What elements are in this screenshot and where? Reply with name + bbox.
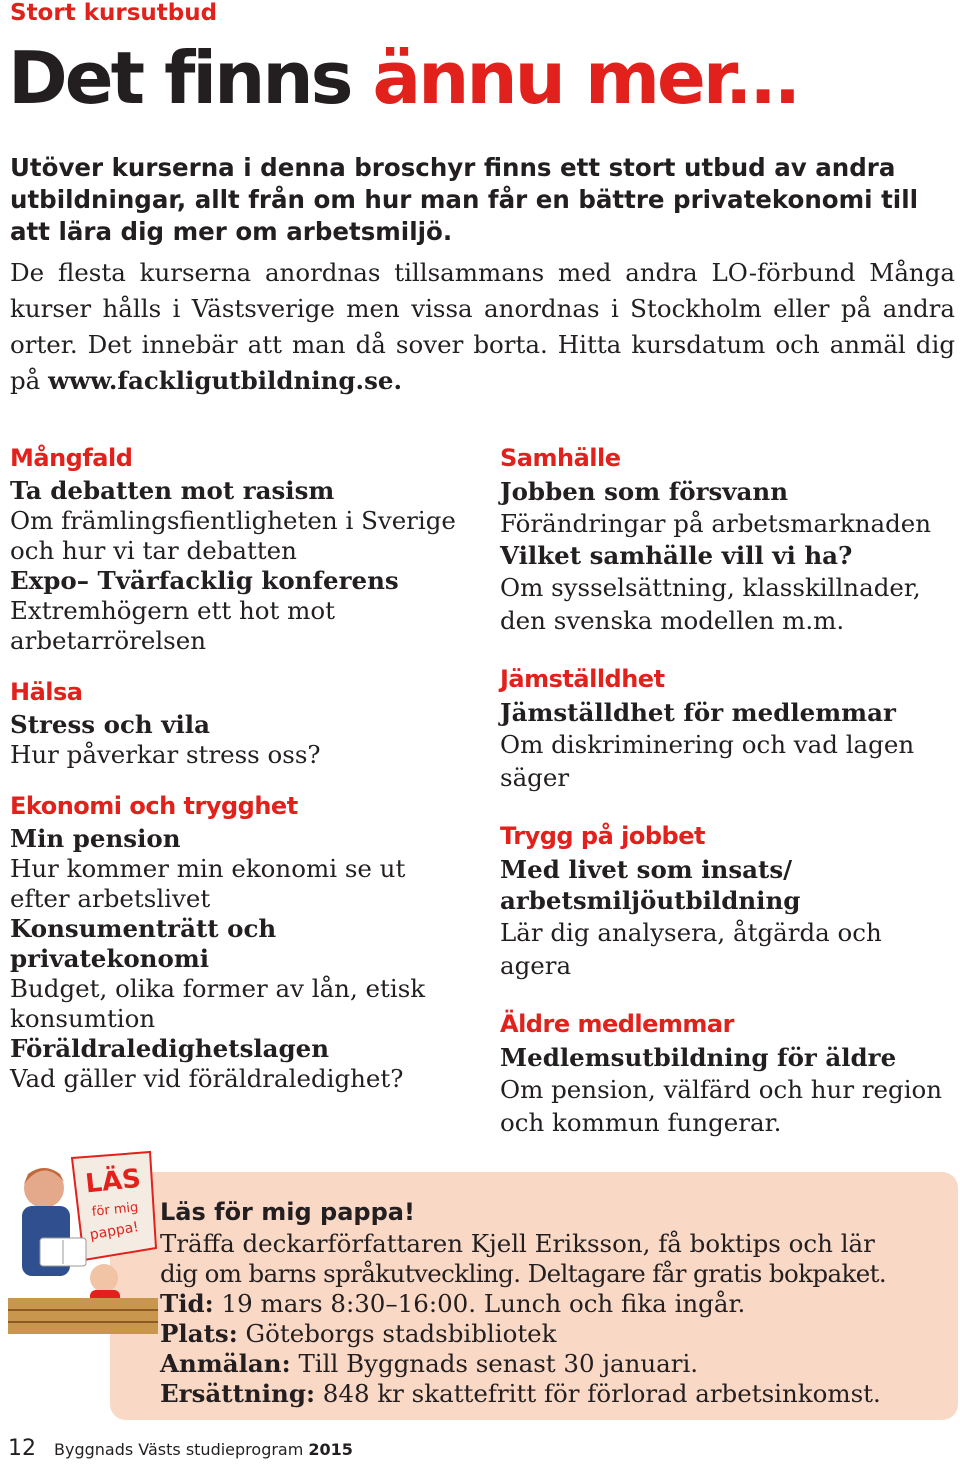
section-aldre-medlemmar: [500, 1006, 958, 1139]
section-heading: Jämställdhet: [500, 665, 665, 693]
course-title: Med livet som insats/ arbetsmiljöutbildning: [500, 855, 801, 915]
course-description: Förändringar på arbetsmarknaden: [500, 509, 932, 538]
course-title: Ta debatten mot rasism: [10, 476, 335, 505]
course-title: Föräldraledighetslagen: [10, 1034, 330, 1063]
section-samhalle: [500, 440, 958, 637]
section-mangfald: [10, 440, 468, 656]
event-compensation: [160, 1379, 950, 1409]
course-description: Hur kommer min ekonomi se ut efter arbetslivet: [10, 854, 406, 913]
registration-label: Anmälan:: [160, 1349, 291, 1378]
intro-paragraph: Utöver kurserna i denna broschyr finns ett stort utbud av andra utbildningar, allt från om hur man får en bättre privatekonomi till att lära dig mer om arbetsmiljö.: [10, 153, 918, 246]
section-trygg-pa-jobbet: [500, 818, 958, 982]
event-description-line-1: Träffa deckarförfattaren Kjell Eriksson, få boktips och lär: [160, 1229, 875, 1258]
time-value: 19 mars 8:30–16:00. Lunch och fika ingår.: [213, 1289, 746, 1318]
section-jamstalldhet: [500, 661, 958, 794]
event-title: Läs för mig pappa!: [160, 1198, 415, 1226]
section-heading: Trygg på jobbet: [500, 822, 705, 850]
event-place: [160, 1319, 950, 1349]
illustration-drawing: [0, 1148, 170, 1340]
page-number: 12: [8, 1436, 36, 1461]
section-kicker: Stort kursutbud: [10, 0, 218, 26]
course-title: Stress och vila: [10, 710, 210, 739]
registration-value: Till Byggnads senast 30 januari.: [290, 1349, 699, 1378]
sign-lettering: LÄS: [83, 1163, 143, 1200]
course-title: Jämställdhet för medlemmar: [500, 698, 896, 727]
left-course-column: [10, 440, 468, 1094]
page-headline: [8, 30, 798, 126]
course-title: Vilket samhälle vill vi ha?: [500, 541, 853, 570]
course-title: Expo– Tvärfacklig konferens: [10, 566, 399, 595]
svg-text:för mig: för mig: [91, 1200, 140, 1220]
course-description: Om främlingsfientligheten i Sverige och hur vi tar debatten: [10, 506, 456, 565]
course-description: Extremhögern ett hot mot arbetarrörelsen: [10, 596, 335, 655]
course-title: Konsumenträtt och privatekonomi: [10, 914, 277, 973]
section-heading: Samhälle: [500, 444, 621, 472]
section-heading: Hälsa: [10, 678, 83, 706]
course-title: Min pension: [10, 824, 181, 853]
place-label: Plats:: [160, 1319, 238, 1348]
event-registration: [160, 1349, 950, 1379]
lead-text: De flesta kurserna anordnas tillsammans med andra LO-förbund Många kurser hålls i Västsverige men vissa anordnas i Stockholm eller på andra orter. Det innebär att man då sover borta. Hitta kursdatum och anmäl dig på: [10, 258, 955, 395]
event-text: [160, 1195, 950, 1409]
publication-name: Byggnads Västs studieprogram: [54, 1440, 309, 1459]
publication-year: 2015: [308, 1440, 353, 1459]
headline-part-red: ännu mer...: [372, 36, 799, 120]
place-value: Göteborgs stadsbibliotek: [237, 1319, 557, 1348]
course-description: Lär dig analysera, åtgärda och agera: [500, 918, 882, 980]
compensation-value: 848 kr skattefritt för förlorad arbetsinkomst.: [315, 1379, 881, 1408]
course-description: Om pension, välfärd och hur region och kommun fungerar.: [500, 1075, 943, 1137]
headline-part-black: Det finns: [8, 36, 373, 120]
course-description: Hur påverkar stress oss?: [10, 740, 321, 769]
course-description: Budget, olika former av lån, etisk konsumtion: [10, 974, 426, 1033]
course-title: Jobben som försvann: [500, 477, 789, 506]
course-title: Medlemsutbildning för äldre: [500, 1043, 897, 1072]
section-heading: Äldre medlemmar: [500, 1010, 734, 1038]
father-reading-illustration: [0, 1148, 170, 1340]
compensation-label: Ersättning:: [160, 1379, 315, 1408]
section-heading: Ekonomi och trygghet: [10, 792, 298, 820]
right-course-column: [500, 440, 958, 1139]
lead-paragraph: [10, 255, 955, 399]
section-halsa: [10, 674, 468, 770]
page-footer: [8, 1436, 353, 1461]
svg-text:pappa!: pappa!: [88, 1219, 141, 1244]
time-label: Tid:: [160, 1289, 214, 1318]
section-ekonomi: [10, 788, 468, 1094]
course-description: Vad gäller vid föräldraledighet?: [10, 1064, 404, 1093]
course-description: Om diskriminering och vad lagen säger: [500, 730, 915, 792]
website-link[interactable]: www.fackligutbildning.se.: [48, 366, 402, 395]
event-description-line-2: dig om barns språkutveckling. Deltagare får gratis bokpaket.: [160, 1259, 887, 1288]
section-heading: Mångfald: [10, 444, 133, 472]
course-description: Om sysselsättning, klasskillnader, den svenska modellen m.m.: [500, 573, 921, 635]
event-time: [160, 1289, 950, 1319]
